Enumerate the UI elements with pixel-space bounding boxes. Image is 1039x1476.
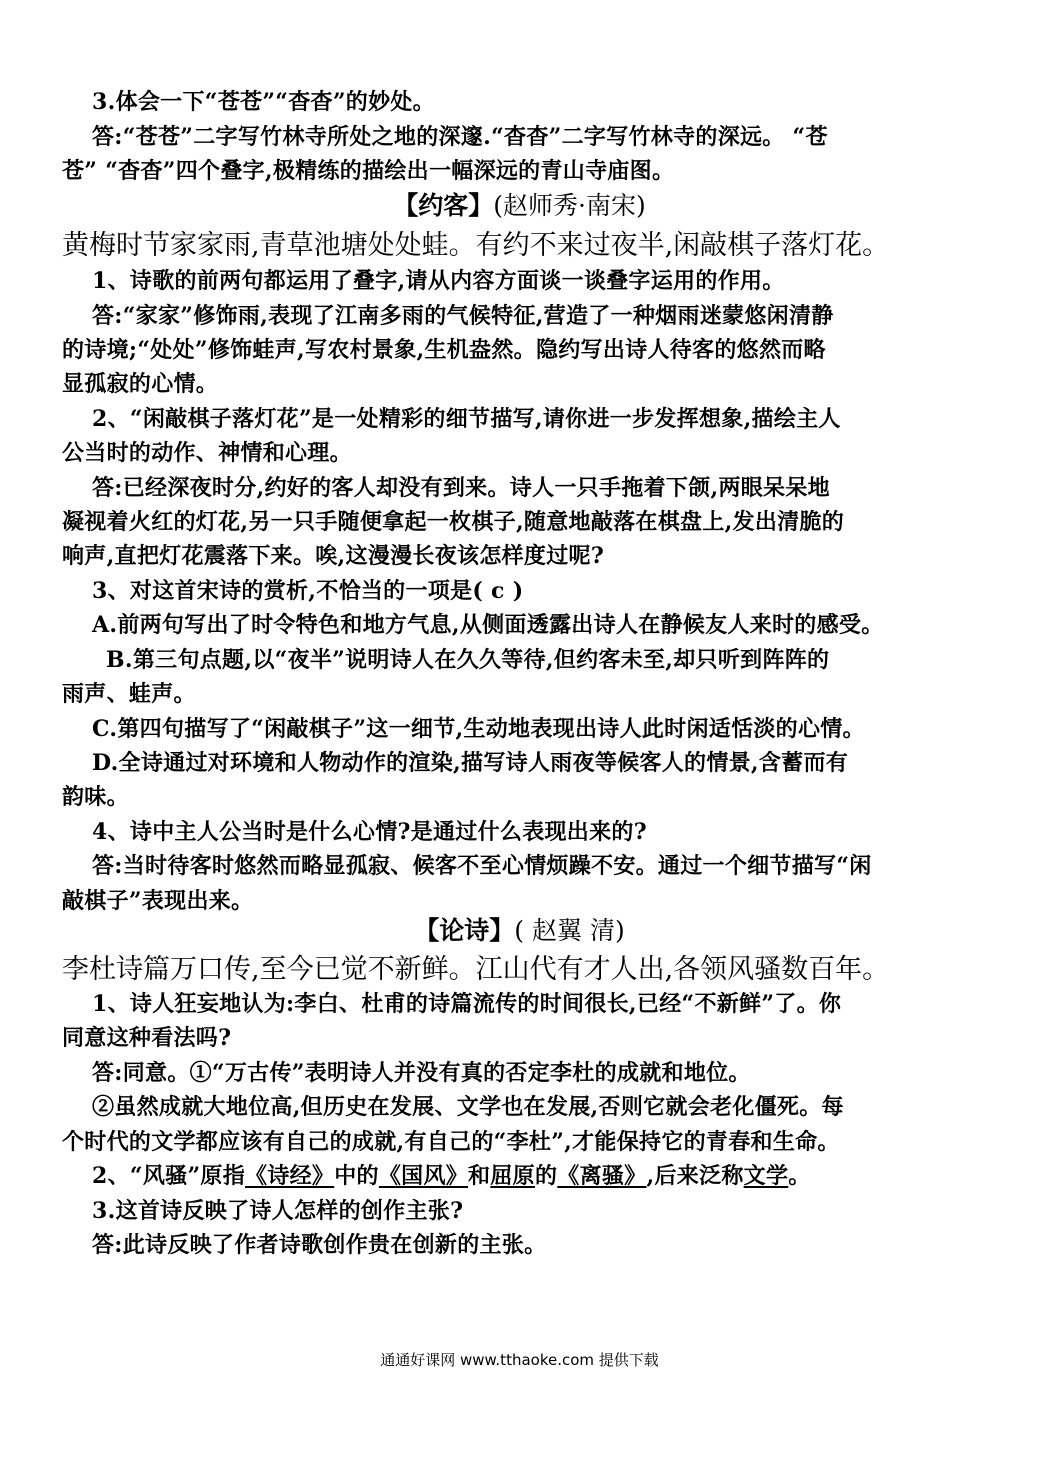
option-c: C.第四句描写了“闲敲棋子”这一细节,生动地表现出诗人此时闲适恬淡的心情。 [92,716,865,742]
q2-text: 。 [788,1163,811,1189]
answer-3-line-1: 答:“苍苍”二字写竹林寺所处之地的深邃.“杳杳”二字写竹林寺的深远。 “苍 [92,124,828,150]
poem-title-yueke [0,190,1039,222]
answer-4-line-1: 答:当时待客时悠然而略显孤寂、候客不至心情烦躁不安。通过一个细节描写“闲 [92,853,872,879]
answer-1-line-1: 答:同意。①“万古传”表明诗人并没有真的否定李杜的成就和地位。 [92,1060,751,1086]
question-1: 1、诗歌的前两句都运用了叠字,请从内容方面谈一谈叠字运用的作用。 [92,268,785,294]
answer-blank-lisao: 《离骚》 [557,1163,647,1189]
option-b-line-2: 雨声、蛙声。 [62,681,196,707]
question-3-lines: 3.体会一下“苍苍”“杳杳”的妙处。 [92,89,435,115]
answer-1-line-2: ②虽然成就大地位高,但历史在发展、文学也在发展,否则它就会老化僵死。每 [92,1094,844,1120]
answer-1-line-2: 的诗境;“处处”修饰蛙声,写农村景象,生机盎然。隐约写出诗人待客的悠然而略 [62,337,826,363]
answer-blank-quyuan: 屈原 [490,1163,535,1189]
answer-1-line-3: 个时代的文学都应该有自己的成就,有自己的“李杜”,才能保持它的青春和生命。 [62,1129,840,1155]
answer-blank-shijing: 《诗经》 [245,1163,335,1189]
q2-text: 和 [468,1163,491,1189]
question-3: 3、对这首宋诗的赏析,不恰当的一项是( c ) [92,578,524,604]
page-footer: 通通好课网 www.tthaoke.com 提供下载 [380,1351,659,1369]
poem-title-lunshi [0,915,1039,947]
answer-2-line-2: 凝视着火红的灯花,另一只手随便拿起一枚棋子,随意地敲落在棋盘上,发出清脆的 [62,509,845,535]
question-3: 3.这首诗反映了诗人怎样的创作主张? [92,1198,464,1224]
question-2-line-1: 2、“闲敲棋子落灯花”是一处精彩的细节描写,请你进一步发挥想象,描绘主人 [92,406,841,432]
q2-text: ,后来泛称 [646,1163,744,1189]
option-a: A.前两句写出了时令特色和地方气息,从侧面透露出诗人在静候友人来时的感受。 [92,612,884,638]
answer-4-line-2: 敲棋子”表现出来。 [62,888,254,914]
question-1-line-1: 1、诗人狂妄地认为:李白、杜甫的诗篇流传的时间很长,已经“不新鲜”了。你 [92,991,842,1017]
answer-2-line-3: 响声,直把灯花震落下来。唉,这漫漫长夜该怎样度过呢? [62,543,605,569]
poem-title-text: 【约客】 [393,191,494,220]
answer-3-line-2: 苍” “杳杳”四个叠字,极精练的描绘出一幅深远的青山寺庙图。 [62,158,675,184]
option-b-line-1: B.第三句点题,以“夜半”说明诗人在久久等待,但约客未至,却只听到阵阵的 [106,647,830,673]
poem-text-yueke: 黄梅时节家家雨,青草池塘处处蛙。有约不来过夜半,闲敲棋子落灯花。 [62,230,890,261]
answer-blank-guofeng: 《国风》 [378,1163,469,1189]
poem-title-text: 【论诗】 [414,916,515,945]
poem-author: ( 赵翼 清) [514,916,625,945]
q2-text: 2、“风骚”原指 [92,1163,246,1189]
poem-text-lunshi: 李杜诗篇万口传,至今已觉不新鲜。江山代有才人出,各领风骚数百年。 [62,954,890,985]
option-d-line-1: D.全诗通过对环境和人物动作的渲染,描写诗人雨夜等候客人的情景,含蓄而有 [92,750,849,776]
q2-text: 中的 [334,1163,379,1189]
answer-blank-wenxue: 文学 [743,1163,789,1189]
question-1-line-2: 同意这种看法吗? [62,1025,232,1051]
q2-text: 的 [534,1163,558,1189]
answer-1-line-3: 显孤寂的心情。 [62,371,219,397]
answer-2-line-1: 答:已经深夜时分,约好的客人却没有到来。诗人一只手拖着下颌,两眼呆呆地 [92,475,830,501]
question-2 [92,1161,811,1191]
answer-1-line-1: 答:“家家”修饰雨,表现了江南多雨的气候特征,营造了一种烟雨迷蒙悠闲清静 [92,303,834,329]
question-4: 4、诗中主人公当时是什么心情?是通过什么表现出来的? [92,819,647,845]
answer-3: 答:此诗反映了作者诗歌创作贵在创新的主张。 [92,1232,547,1258]
option-d-line-2: 韵味。 [62,784,129,810]
poem-author: (赵师秀·南宋) [493,191,646,220]
question-2-line-2: 公当时的动作、神情和心理。 [62,440,352,466]
